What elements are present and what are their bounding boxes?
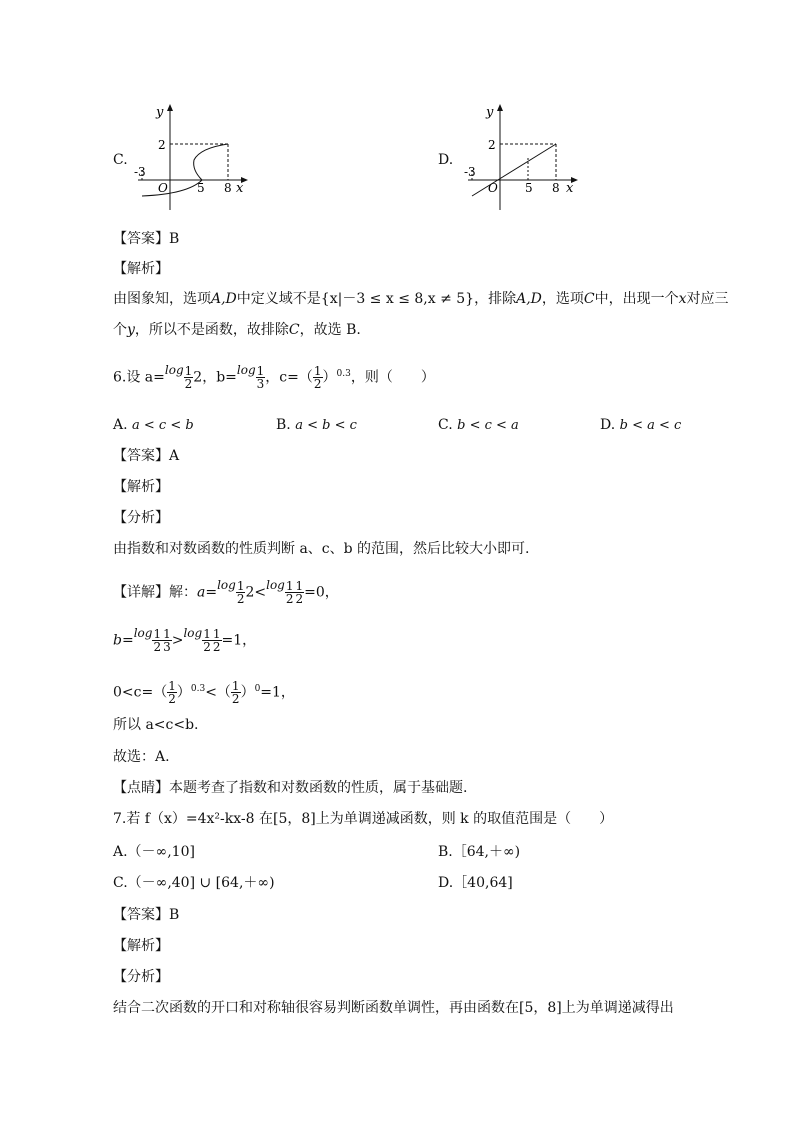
q7-analysis-title: 【解析】 bbox=[113, 938, 169, 954]
q7-option-b: B.［64,＋∞) bbox=[438, 844, 521, 860]
graph-c-origin: O bbox=[158, 181, 168, 195]
q5-analysis-line2: 个y，所以不是函数，故排除C，故选 B. bbox=[113, 322, 361, 338]
q6-detail-line2: b=log $\frac{1}{2}$ $\frac{1}{3}$ >log $\frac{1}{2}$ $\frac{1}{2}$ =1， bbox=[113, 625, 257, 654]
q7-option-c: C.（－∞,40] ∪ [64,＋∞) bbox=[113, 875, 275, 891]
q6-detail-line1: 【详解】解：a=log $\frac{1}{2}$ 2<log $\frac{1}{2}$ $\frac{1}{2}$ =0， bbox=[113, 577, 339, 606]
q6-detail-line5: 故选：A. bbox=[113, 749, 170, 765]
q5-analysis-title: 【解析】 bbox=[113, 261, 169, 277]
q6-option-d: D. b < a < c bbox=[600, 417, 682, 433]
q7-stem: 7.若 f（x）=4x²-kx-8 在[5，8]上为单调递减函数，则 k 的取值范围是（ ） bbox=[113, 811, 614, 827]
graph-c-tick-5: 5 bbox=[197, 181, 205, 195]
q5-analysis-line1: 由图象知，选项A,D中定义域不是{x|－3 ≤ x ≤ 8,x ≠ 5}，排除A,D，选项C中，出现一个x对应三 bbox=[113, 291, 729, 307]
q7-fenxi-text: 结合二次函数的开口和对称轴很容易判断函数单调性，再由函数在[5，8]上为单调递减得出 bbox=[113, 1000, 674, 1016]
option-d-label: D. bbox=[438, 152, 454, 168]
q5-answer: 【答案】B bbox=[113, 231, 180, 247]
graph-c-x: x bbox=[236, 181, 244, 196]
graph-c-tick-2: 2 bbox=[158, 138, 166, 152]
q6-fenxi-title: 【分析】 bbox=[113, 510, 169, 526]
q6-dianjing: 【点睛】本题考查了指数和对数函数的性质，属于基础题. bbox=[113, 780, 468, 796]
q6-fenxi-text: 由指数和对数函数的性质判断 a、c、b 的范围，然后比较大小即可. bbox=[113, 541, 530, 557]
q7-option-a: A.（－∞,10] bbox=[113, 844, 195, 860]
graph-c-tick-m3: -3 bbox=[134, 165, 146, 179]
q6-answer: 【答案】A bbox=[113, 448, 180, 464]
graph-d-y: y bbox=[486, 105, 494, 120]
graph-d-x: x bbox=[566, 181, 574, 196]
graph-d bbox=[458, 100, 588, 215]
q7-fenxi-title: 【分析】 bbox=[113, 969, 169, 985]
q6-option-b: B. a < b < c bbox=[276, 417, 357, 433]
graph-c bbox=[128, 100, 258, 215]
option-c-label: C. bbox=[113, 152, 128, 168]
graph-d-tick-8: 8 bbox=[552, 181, 560, 195]
q6-option-a: A. a < c < b bbox=[113, 417, 194, 433]
graph-d-tick-2: 2 bbox=[488, 138, 496, 152]
graph-d-tick-5: 5 bbox=[525, 181, 533, 195]
q6-detail-line4: 所以 a<c<b. bbox=[113, 717, 199, 733]
graph-c-tick-8: 8 bbox=[224, 181, 232, 195]
q6-detail-line3: 0<c=（ $\frac{1}{2}$ ）$^{0.3}$<（ $\frac{1}{2}$ ）$^0$=1， bbox=[113, 679, 295, 707]
q7-option-d: D.［40,64] bbox=[438, 875, 513, 891]
graph-d-tick-m3: -3 bbox=[464, 165, 476, 179]
graph-d-origin: O bbox=[488, 181, 498, 195]
q7-answer: 【答案】B bbox=[113, 907, 180, 923]
q6-option-c: C. b < c < a bbox=[438, 417, 519, 433]
q6-analysis-title: 【解析】 bbox=[113, 479, 169, 495]
q6-stem: 6.设 a=log $\frac{1}{2}$ 2，b=log $\frac{1}{3}$ ，c=（ $\frac{1}{2}$ ）$^{0.3}$，则（ ） bbox=[113, 362, 435, 392]
graph-c-y: y bbox=[156, 105, 164, 120]
